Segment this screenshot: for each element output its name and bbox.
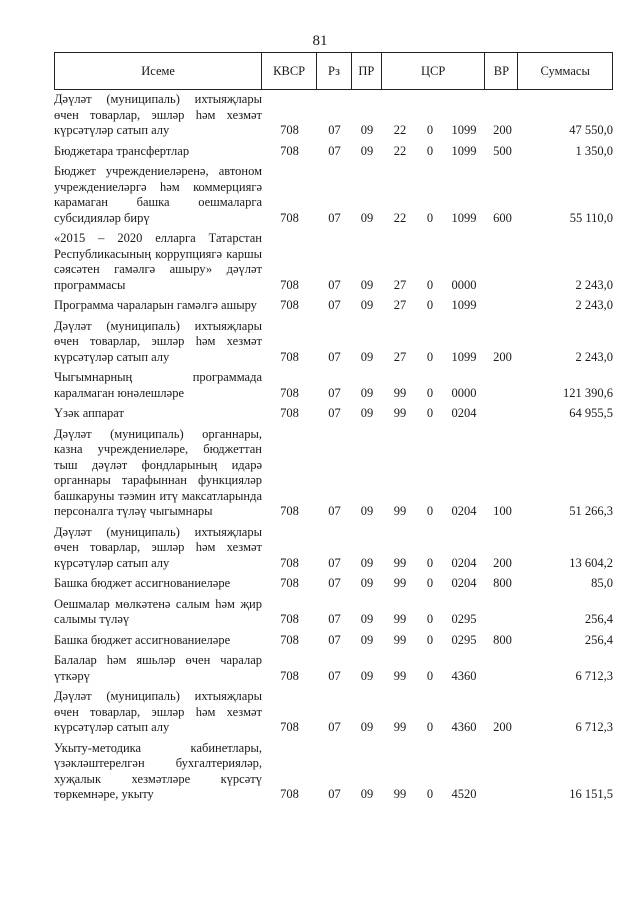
row-csr-direction: 0204 — [451, 406, 477, 420]
row-pr: 09 — [360, 787, 374, 801]
row-vr: 500 — [493, 143, 512, 158]
row-sum: 256,4 — [584, 632, 613, 647]
row-csr-program: 27 — [393, 298, 407, 312]
row-kvsr: 708 — [280, 298, 299, 312]
row-pr: 09 — [360, 298, 374, 312]
row-csr-direction: 0295 — [451, 612, 477, 626]
row-vr: 600 — [493, 210, 512, 225]
row-pr: 09 — [360, 277, 374, 292]
row-name: Дәүләт (муниципаль) органнары, казна учреждениеләре, бюджеттан тыш дәүләт фондларының идарә органнары тарафыннан функцияләр башкаруны тәэмин итү максатларында персоналга түләү чыгымнары — [54, 426, 262, 518]
row-name: Дәүләт (муниципаль) ихтыяҗлары өчен товарлар, эшләр һәм хезмәт күрсәтүләр сатып алу — [54, 689, 262, 734]
row-vr: 100 — [493, 504, 512, 518]
row-csr-subprogram: 0 — [426, 504, 434, 518]
row-name: Бюджет учреждениеләренә, автоном учреждениеләргә һәм коммерциягә карамаган башка оешмаларга субсидияләр бирү — [54, 164, 262, 225]
row-csr-direction: 1099 — [451, 298, 477, 312]
row-vr: 800 — [493, 632, 512, 647]
row-csr-subprogram: 0 — [426, 406, 434, 420]
row-rz: 07 — [328, 632, 341, 647]
row-name: Башка бюджет ассигнованиеләре — [54, 576, 231, 590]
row-csr-direction: 0204 — [451, 504, 477, 518]
row-kvsr: 708 — [280, 668, 299, 683]
row-csr-direction: 4360 — [451, 668, 477, 683]
row-pr: 09 — [360, 406, 374, 420]
row-rz: 07 — [328, 555, 341, 570]
row-csr-program: 99 — [393, 720, 407, 734]
table-row — [54, 298, 613, 314]
row-sum: 1 350,0 — [575, 143, 613, 158]
row-csr-subprogram: 0 — [426, 668, 434, 683]
header-name: Исеме — [55, 53, 262, 89]
row-csr-subprogram: 0 — [426, 720, 434, 734]
header-vr: ВР — [485, 53, 518, 89]
row-csr-direction: 0000 — [451, 277, 477, 292]
row-name: Дәүләт (муниципаль) ихтыяҗлары өчен товарлар, эшләр һәм хезмәт күрсәтүләр сатып алу — [54, 318, 262, 364]
row-pr: 09 — [360, 668, 374, 683]
row-csr-direction: 4360 — [451, 720, 477, 734]
row-csr-program: 99 — [393, 668, 407, 683]
row-csr-subprogram: 0 — [426, 576, 434, 590]
row-csr-direction: 1099 — [451, 349, 477, 364]
row-csr-program: 99 — [393, 787, 407, 801]
row-name: «2015 – 2020 елларга Татарстан Республикасының коррупциягә каршы сәясәтен гамәлгә ашыру» дәүләт программасы — [54, 231, 262, 292]
row-pr: 09 — [360, 123, 374, 137]
row-sum: 13 604,2 — [569, 555, 613, 570]
row-csr-subprogram: 0 — [426, 555, 434, 570]
row-csr-direction: 0204 — [451, 555, 477, 570]
row-pr: 09 — [360, 720, 374, 734]
row-sum: 64 955,5 — [569, 406, 613, 420]
row-kvsr: 708 — [280, 632, 299, 647]
row-rz: 07 — [328, 277, 341, 292]
row-kvsr: 708 — [280, 210, 299, 225]
row-sum: 51 266,3 — [569, 504, 613, 518]
table-row — [54, 92, 613, 139]
row-sum: 256,4 — [584, 612, 613, 626]
header-pr: ПР — [352, 53, 382, 89]
row-csr-program: 27 — [393, 277, 407, 292]
row-vr: 200 — [493, 349, 512, 364]
row-pr: 09 — [360, 385, 374, 400]
row-pr: 09 — [360, 143, 374, 158]
table-row — [54, 164, 613, 226]
table-row — [54, 525, 613, 572]
row-csr-subprogram: 0 — [426, 277, 434, 292]
row-csr-program: 99 — [393, 385, 407, 400]
row-name: Оешмалар мөлкәтенә салым һәм җир салымы түләү — [54, 596, 262, 626]
page-number: 81 — [312, 33, 328, 49]
row-pr: 09 — [360, 576, 374, 590]
row-pr: 09 — [360, 632, 374, 647]
row-csr-subprogram: 0 — [426, 143, 434, 158]
row-kvsr: 708 — [280, 504, 299, 518]
table-row — [54, 406, 613, 422]
row-rz: 07 — [328, 298, 341, 312]
row-rz: 07 — [328, 612, 341, 626]
row-csr-subprogram: 0 — [426, 385, 434, 400]
row-rz: 07 — [328, 576, 341, 590]
row-kvsr: 708 — [280, 406, 299, 420]
row-csr-subprogram: 0 — [426, 123, 434, 137]
row-csr-program: 99 — [393, 612, 407, 626]
row-rz: 07 — [328, 668, 341, 683]
row-sum: 16 151,5 — [569, 787, 613, 801]
row-csr-direction: 1099 — [451, 210, 477, 225]
row-name: Бюджетара трансфертлар — [54, 143, 190, 158]
header-rz: Рз — [317, 53, 352, 89]
row-vr: 200 — [493, 720, 512, 734]
row-name: Үзәк аппарат — [54, 406, 124, 420]
row-kvsr: 708 — [280, 385, 299, 400]
row-name: Башка бюджет ассигнованиеләре — [54, 632, 231, 647]
row-pr: 09 — [360, 612, 374, 626]
row-csr-program: 99 — [393, 576, 407, 590]
row-rz: 07 — [328, 210, 341, 225]
row-csr-subprogram: 0 — [426, 632, 434, 647]
row-kvsr: 708 — [280, 720, 299, 734]
row-name: Программа чараларын гамәлгә ашыру — [54, 298, 257, 312]
table-row — [54, 427, 613, 520]
row-csr-program: 22 — [393, 210, 407, 225]
row-vr: 800 — [493, 576, 512, 590]
row-sum: 6 712,3 — [575, 720, 613, 734]
row-pr: 09 — [360, 555, 374, 570]
row-rz: 07 — [328, 123, 341, 137]
row-csr-subprogram: 0 — [426, 787, 434, 801]
row-name: Укыту-методика кабинетлары, үзәкләштерелгән бухгалтерияләр, хуҗалык хезмәтләре күрсәтү төркемнәре, укыту — [54, 740, 262, 801]
table-row — [54, 319, 613, 366]
row-kvsr: 708 — [280, 787, 299, 801]
row-name: Чыгымнарның программада каралмаган юнәлешләре — [54, 370, 262, 400]
row-sum: 47 550,0 — [569, 123, 613, 137]
row-kvsr: 708 — [280, 123, 299, 137]
table-row — [54, 597, 613, 628]
row-sum: 121 390,6 — [563, 385, 613, 400]
table-row — [54, 144, 613, 160]
row-sum: 2 243,0 — [575, 298, 613, 312]
table-row — [54, 653, 613, 684]
row-csr-direction: 1099 — [451, 143, 477, 158]
row-rz: 07 — [328, 787, 341, 801]
table-body — [54, 92, 613, 808]
table-row — [54, 633, 613, 649]
row-csr-direction: 0295 — [451, 632, 477, 647]
row-csr-direction: 4520 — [451, 787, 477, 801]
row-kvsr: 708 — [280, 576, 299, 590]
row-csr-subprogram: 0 — [426, 612, 434, 626]
table-row — [54, 689, 613, 736]
row-name: Дәүләт (муниципаль) ихтыяҗлары өчен товарлар, эшләр һәм хезмәт күрсәтүләр сатып алу — [54, 524, 262, 570]
row-csr-program: 99 — [393, 406, 407, 420]
row-sum: 6 712,3 — [575, 668, 613, 683]
header-kvsr: КВСР — [262, 53, 317, 89]
row-pr: 09 — [360, 349, 374, 364]
row-kvsr: 708 — [280, 143, 299, 158]
row-csr-subprogram: 0 — [426, 298, 434, 312]
row-pr: 09 — [360, 504, 374, 518]
row-kvsr: 708 — [280, 555, 299, 570]
row-name: Дәүләт (муниципаль) ихтыяҗлары өчен товарлар, эшләр һәм хезмәт күрсәтүләр сатып алу — [54, 92, 262, 137]
table-row — [54, 741, 613, 803]
header-csr: ЦСР — [382, 53, 486, 89]
row-csr-direction: 0204 — [451, 576, 477, 590]
row-sum: 85,0 — [591, 576, 613, 590]
table-row — [54, 231, 613, 293]
row-kvsr: 708 — [280, 612, 299, 626]
row-csr-direction: 0000 — [451, 385, 477, 400]
table-row — [54, 576, 613, 592]
row-csr-subprogram: 0 — [426, 349, 434, 364]
row-rz: 07 — [328, 504, 341, 518]
row-csr-program: 27 — [393, 349, 407, 364]
row-csr-direction: 1099 — [451, 123, 477, 137]
row-rz: 07 — [328, 385, 341, 400]
row-csr-program: 99 — [393, 555, 407, 570]
row-csr-program: 22 — [393, 123, 407, 137]
row-csr-program: 22 — [393, 143, 407, 158]
row-name: Балалар һәм яшьләр өчен чаралар үткәрү — [54, 653, 262, 683]
row-csr-program: 99 — [393, 504, 407, 518]
row-rz: 07 — [328, 143, 341, 158]
row-csr-subprogram: 0 — [426, 210, 434, 225]
header-sum: Суммасы — [540, 63, 590, 78]
row-vr: 200 — [493, 555, 512, 570]
row-sum: 2 243,0 — [575, 277, 613, 292]
row-sum: 55 110,0 — [569, 210, 613, 225]
table-row — [54, 370, 613, 401]
table-header — [54, 52, 613, 90]
row-sum: 2 243,0 — [575, 349, 613, 364]
row-vr: 200 — [493, 123, 512, 137]
row-csr-program: 99 — [393, 632, 407, 647]
row-rz: 07 — [328, 406, 341, 420]
row-rz: 07 — [328, 720, 341, 734]
row-kvsr: 708 — [280, 277, 299, 292]
row-kvsr: 708 — [280, 349, 299, 364]
row-rz: 07 — [328, 349, 341, 364]
row-pr: 09 — [360, 210, 374, 225]
